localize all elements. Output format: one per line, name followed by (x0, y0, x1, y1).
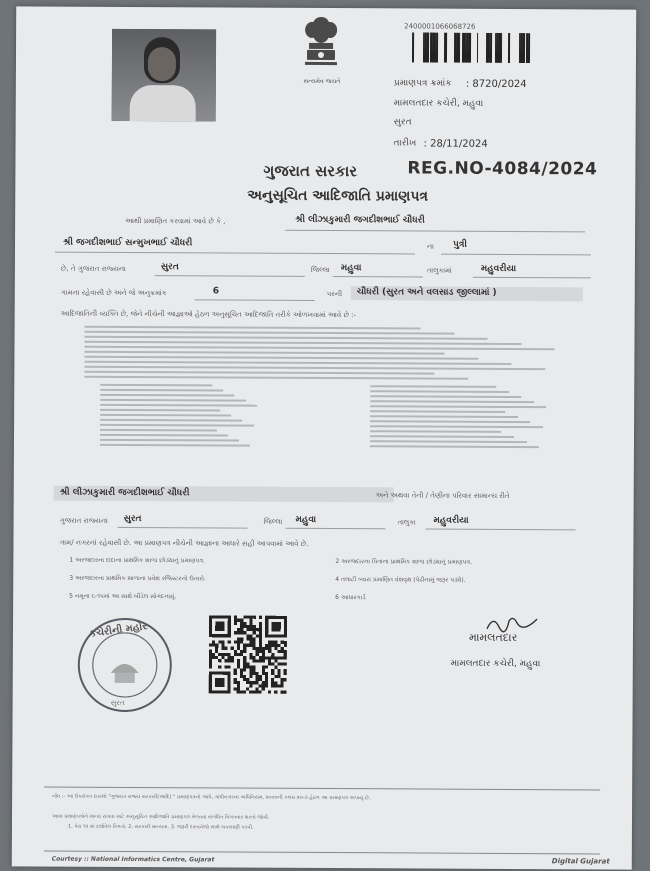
taluka-label-2: તાલુકા (397, 518, 416, 527)
tribe-statement: આદિજાતિની વ્યક્તિ છે, જેને નીચેની આજ્ઞાઓ હેઠળ અનુસૂચિત આદિજાતિ તરીકે ઓળખવામાં આવે છે :- (60, 309, 357, 320)
document-item: 6 આધારકાર્ડ (335, 594, 366, 602)
state-label: છે, તે ગુજરાત રાજ્યના (60, 264, 126, 273)
holder-name: શ્રી લીઝાકુમારી જગદીશભાઈ ચૌધરી (59, 487, 190, 499)
cert-no-label: પ્રમાણપત્ર ક્રમાંક (393, 78, 452, 89)
village-2: મહુવરીયા (433, 515, 469, 526)
state-district-2: સુરત (123, 513, 142, 525)
barcode (408, 32, 530, 63)
taluka-label: તાલુકામાં (426, 266, 452, 275)
footer-note-2: આવા પ્રમાણપત્રોને માન્ય રાખવા માટે અનુસૂચિત આદિજાતિ પ્રમાણપત્ર મેળવવા સંબંધિત વિગતવાર શરતો જોવી. (51, 813, 270, 821)
applicant-name: શ્રી લીઝાકુમારી જગદીશભાઈ ચૌધરી (295, 214, 425, 226)
state-label-2: ગુજરાત રાજ્યના (59, 516, 108, 525)
serial-label: ગામના રહેવાસી છે અને જે અનુક્રમાંક (60, 288, 167, 298)
father-name: શ્રી જગદીશભાઈ સન્મુખભાઈ ચૌધરી (62, 237, 193, 249)
certificate-title: અનુસૂચિત આદિજાતિ પ્રમાણપત્ર (247, 187, 429, 205)
signatory-office: મામલતદાર કચેરી, મહુવા (450, 658, 541, 670)
relation-label: ના (426, 242, 434, 251)
qr-code (209, 615, 287, 693)
orders-list (84, 323, 584, 384)
office-name: મામલતદાર કચેરી, મહુવા (393, 98, 484, 109)
document-item: 1 અરજદારના દાદાના પ્રાથમિક શાળા છોડ્યાનું પ્રમાણપત્ર. (69, 556, 205, 565)
cert-no: : 8720/2024 (465, 78, 527, 91)
community-label: પરની (326, 290, 343, 299)
digital-gujarat-brand: Digital Gujarat (551, 857, 610, 866)
emblem-caption: સત્યમેવ જયતે (303, 77, 341, 86)
taluka-district: મહુવા (340, 263, 362, 274)
seal-bottom: સુરત (110, 698, 125, 707)
document-item: 3 અરજદારના પ્રાથમિક શાળાના પ્રવેશ રજિસ્ટરનો ઉતારો. (69, 574, 206, 583)
village-name: મહુવરીયા (480, 263, 517, 275)
footer-note-3: 1. પેરા ૧૨ માં દર્શાવેલ વિગતો. 2. સરકારી માન્યતા. 3. જરૂરી દસ્તાવેજો સાથે ચકાસણી કરવી. (67, 823, 254, 831)
national-emblem-icon (301, 16, 341, 74)
orders-list-right (370, 382, 570, 451)
seal-text: કચેરીની મહોર (88, 621, 149, 640)
community-name: ચૌધરી (સુરત અને વલસાડ જીલ્લામાં ) (356, 287, 497, 298)
intro-text: આથી પ્રમાણિત કરવામાં આવે છે કે , (125, 216, 226, 226)
signatory-role: મામલતદાર (468, 630, 518, 645)
document-item: 4 તલાટી બ્વારા પ્રમાણિત વંશવૃક્ષ (પેઢીનામું જરૂર પડ્યે). (335, 576, 466, 584)
certificate-page (12, 6, 636, 869)
relation-value: પુત્રી (452, 239, 467, 250)
holder-suffix: અને અથવા તેની / તેણીના પરિવાર સામાન્ય રીતે (375, 491, 510, 500)
document-item: 5 નમૂના ૬-૧૫માં આ સાથે બીડેલ સોગંદનામું. (69, 592, 177, 601)
taluka-2: મહુવા (295, 514, 317, 525)
issue-date: : 28/11/2024 (423, 138, 488, 150)
barcode-number: 2400001066068726 (404, 22, 476, 31)
date-label: તારીખ (393, 138, 417, 149)
applicant-photo (112, 29, 216, 122)
government-title: ગુજરાત સરકાર (263, 161, 358, 181)
district-label: જિલ્લા (310, 265, 330, 275)
office-district: સુરત (393, 117, 412, 128)
district-label-2: જિલ્લા (263, 517, 283, 526)
state-district: સુરત (160, 262, 179, 273)
registration-number: REG.NO-4084/2024 (407, 158, 598, 180)
documents-intro: ગામ/ નગરનાં રહેવાસી છે. આ પ્રમાણપત્ર નીચેની આજ્ઞાના આધારે સહી આપવામાં આવે છે. (59, 538, 309, 548)
orders-list-left (100, 381, 300, 450)
footer-note-1: નોંધ :- આ ઉપરોક્ત દાખલો "ગુજરાત રાજ્ય સરકારી(આદિ) " પ્રમાણપત્રનો આધે, ગાંધીનગરના અધિનિયમ, ૨૦૦૦ની કલમ ૨૦-૩ હેઠળ આ પ્રમાણપત્ર અપાયું છે. (52, 793, 371, 802)
document-item: 2 અરજદારના પિતાના પ્રાથમિક શાળા છોડ્યાનું પ્રમાણપત્ર. (335, 558, 473, 566)
courtesy-text: Courtesy :: National Informatics Centre, Gujarat (51, 855, 215, 864)
serial-number: 6 (212, 286, 220, 297)
